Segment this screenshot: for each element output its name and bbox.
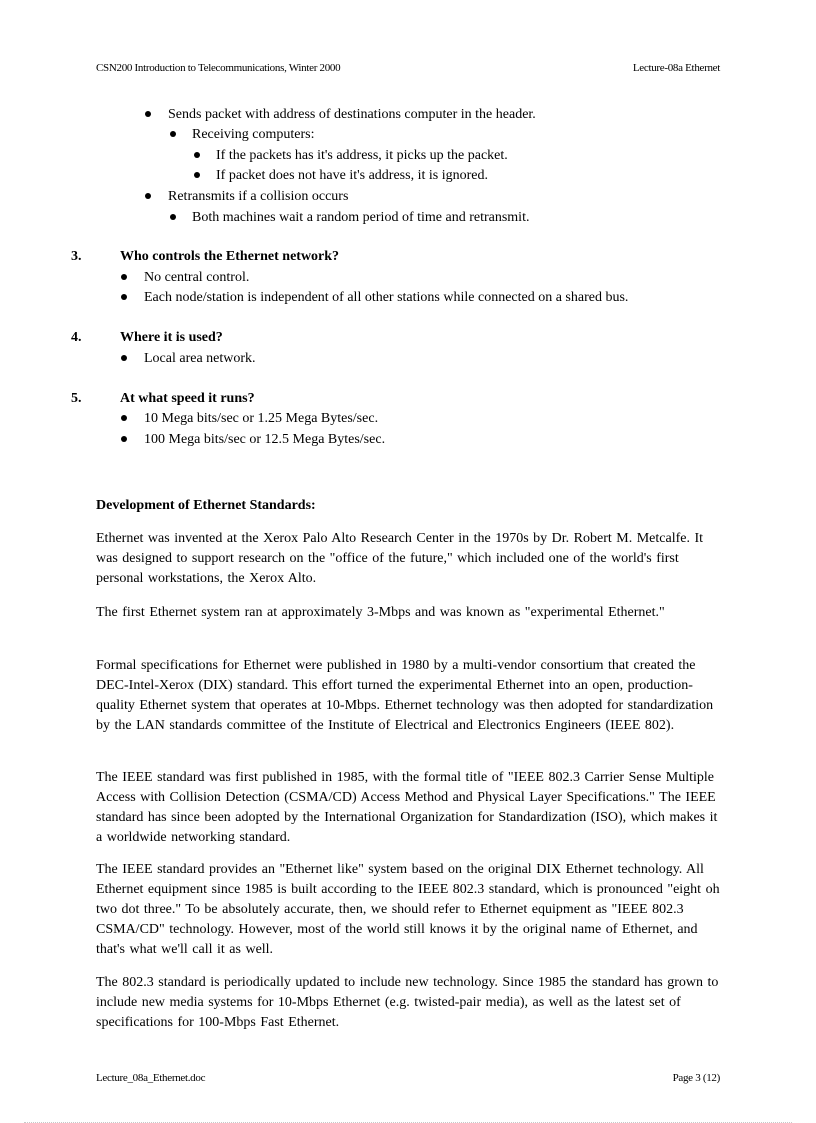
section-title: Who controls the Ethernet network? xyxy=(120,249,340,264)
header-lecture-title: Lecture-08a Ethernet xyxy=(632,62,720,74)
bullet-icon xyxy=(170,131,176,137)
paragraph: The first Ethernet system ran at approximately 3-Mbps and was known as "experimental Ethernet." xyxy=(96,605,665,620)
paragraph: Formal specifications for Ethernet were published in 1980 by a multi-vendor consortium that created the DEC-Intel-Xerox (DIX) standard. This effort turned the experimental Ethernet into an open, production-quality Ethernet system that operates at 10-Mbps. Ethernet technology was then adopted for standardization by the LAN standards committee of the Institute of Electrical and Electronics Engineers (IEEE 802). xyxy=(96,658,714,733)
paragraph: The 802.3 standard is periodically updated to include new technology. Since 1985 the standard has grown to include new media systems for 10-Mbps Ethernet (e.g. twisted-pair media), as well as the latest set of specifications for 100-Mbps Fast Ethernet. xyxy=(96,975,719,1030)
bullet-text: Each node/station is independent of all other stations while connected on a shared bus. xyxy=(144,290,629,305)
bullet-text: Receiving computers: xyxy=(192,127,315,142)
bullet-icon xyxy=(145,111,151,117)
bullet-text: Sends packet with address of destinations computer in the header. xyxy=(168,107,536,122)
paragraph: The IEEE standard provides an "Ethernet like" system based on the original DIX Ethernet technology. All Ethernet equipment since 1985 is built according to the IEEE 802.3 standard, which is pronounced "eight oh two dot three." To be absolutely accurate, then, we should refer to Ethernet equipment as "IEEE 802.3 CSMA/CD" technology. However, most of the world still knows it by the original name of Ethernet, and that's what we'll call it as well. xyxy=(96,862,720,957)
paragraph: The IEEE standard was first published in 1985, with the formal title of "IEEE 802.3 Carrier Sense Multiple Access with Collision Detection (CSMA/CD) Access Method and Physical Layer Specifications." The IEEE standard has since been adopted by the International Organization for Standardization (ISO), which makes it a worldwide networking standard. xyxy=(96,770,718,845)
bullet-text: No central control. xyxy=(144,270,250,285)
bullet-icon xyxy=(145,193,151,199)
bullet-text: Local area network. xyxy=(144,351,256,366)
bullet-text: 10 Mega bits/sec or 1.25 Mega Bytes/sec. xyxy=(144,411,379,426)
development-heading: Development of Ethernet Standards: xyxy=(96,498,316,513)
bullet-icon xyxy=(121,294,127,300)
footer-filename: Lecture_08a_Ethernet.doc xyxy=(96,1072,206,1084)
section-number: 4. xyxy=(71,330,82,345)
bullet-icon xyxy=(121,436,127,442)
bullet-icon xyxy=(194,172,200,178)
bullet-icon xyxy=(121,274,127,280)
bullet-text: If the packets has it's address, it picks up the packet. xyxy=(216,148,508,163)
footer-page-number: Page 3 (12) xyxy=(672,1072,720,1084)
paragraph: Ethernet was invented at the Xerox Palo Alto Research Center in the 1970s by Dr. Robert M. Metcalfe. It was designed to support research on the "office of the future," which included one of the world's first personal workstations, the Xerox Alto. xyxy=(96,531,704,586)
bullet-icon xyxy=(121,355,127,361)
bullet-text: 100 Mega bits/sec or 12.5 Mega Bytes/sec. xyxy=(144,432,386,447)
section-title: Where it is used? xyxy=(120,330,223,345)
section-title: At what speed it runs? xyxy=(120,391,255,406)
bullet-icon xyxy=(170,214,176,220)
bullet-icon xyxy=(121,415,127,421)
bullet-text: Both machines wait a random period of time and retransmit. xyxy=(192,210,530,225)
bullet-text: Retransmits if a collision occurs xyxy=(168,189,349,204)
bullet-icon xyxy=(194,152,200,158)
section-number: 3. xyxy=(71,249,82,264)
section-number: 5. xyxy=(71,391,82,406)
bullet-text: If packet does not have it's address, it is ignored. xyxy=(216,168,488,183)
header-course-title: CSN200 Introduction to Telecommunications, Winter 2000 xyxy=(96,62,341,74)
